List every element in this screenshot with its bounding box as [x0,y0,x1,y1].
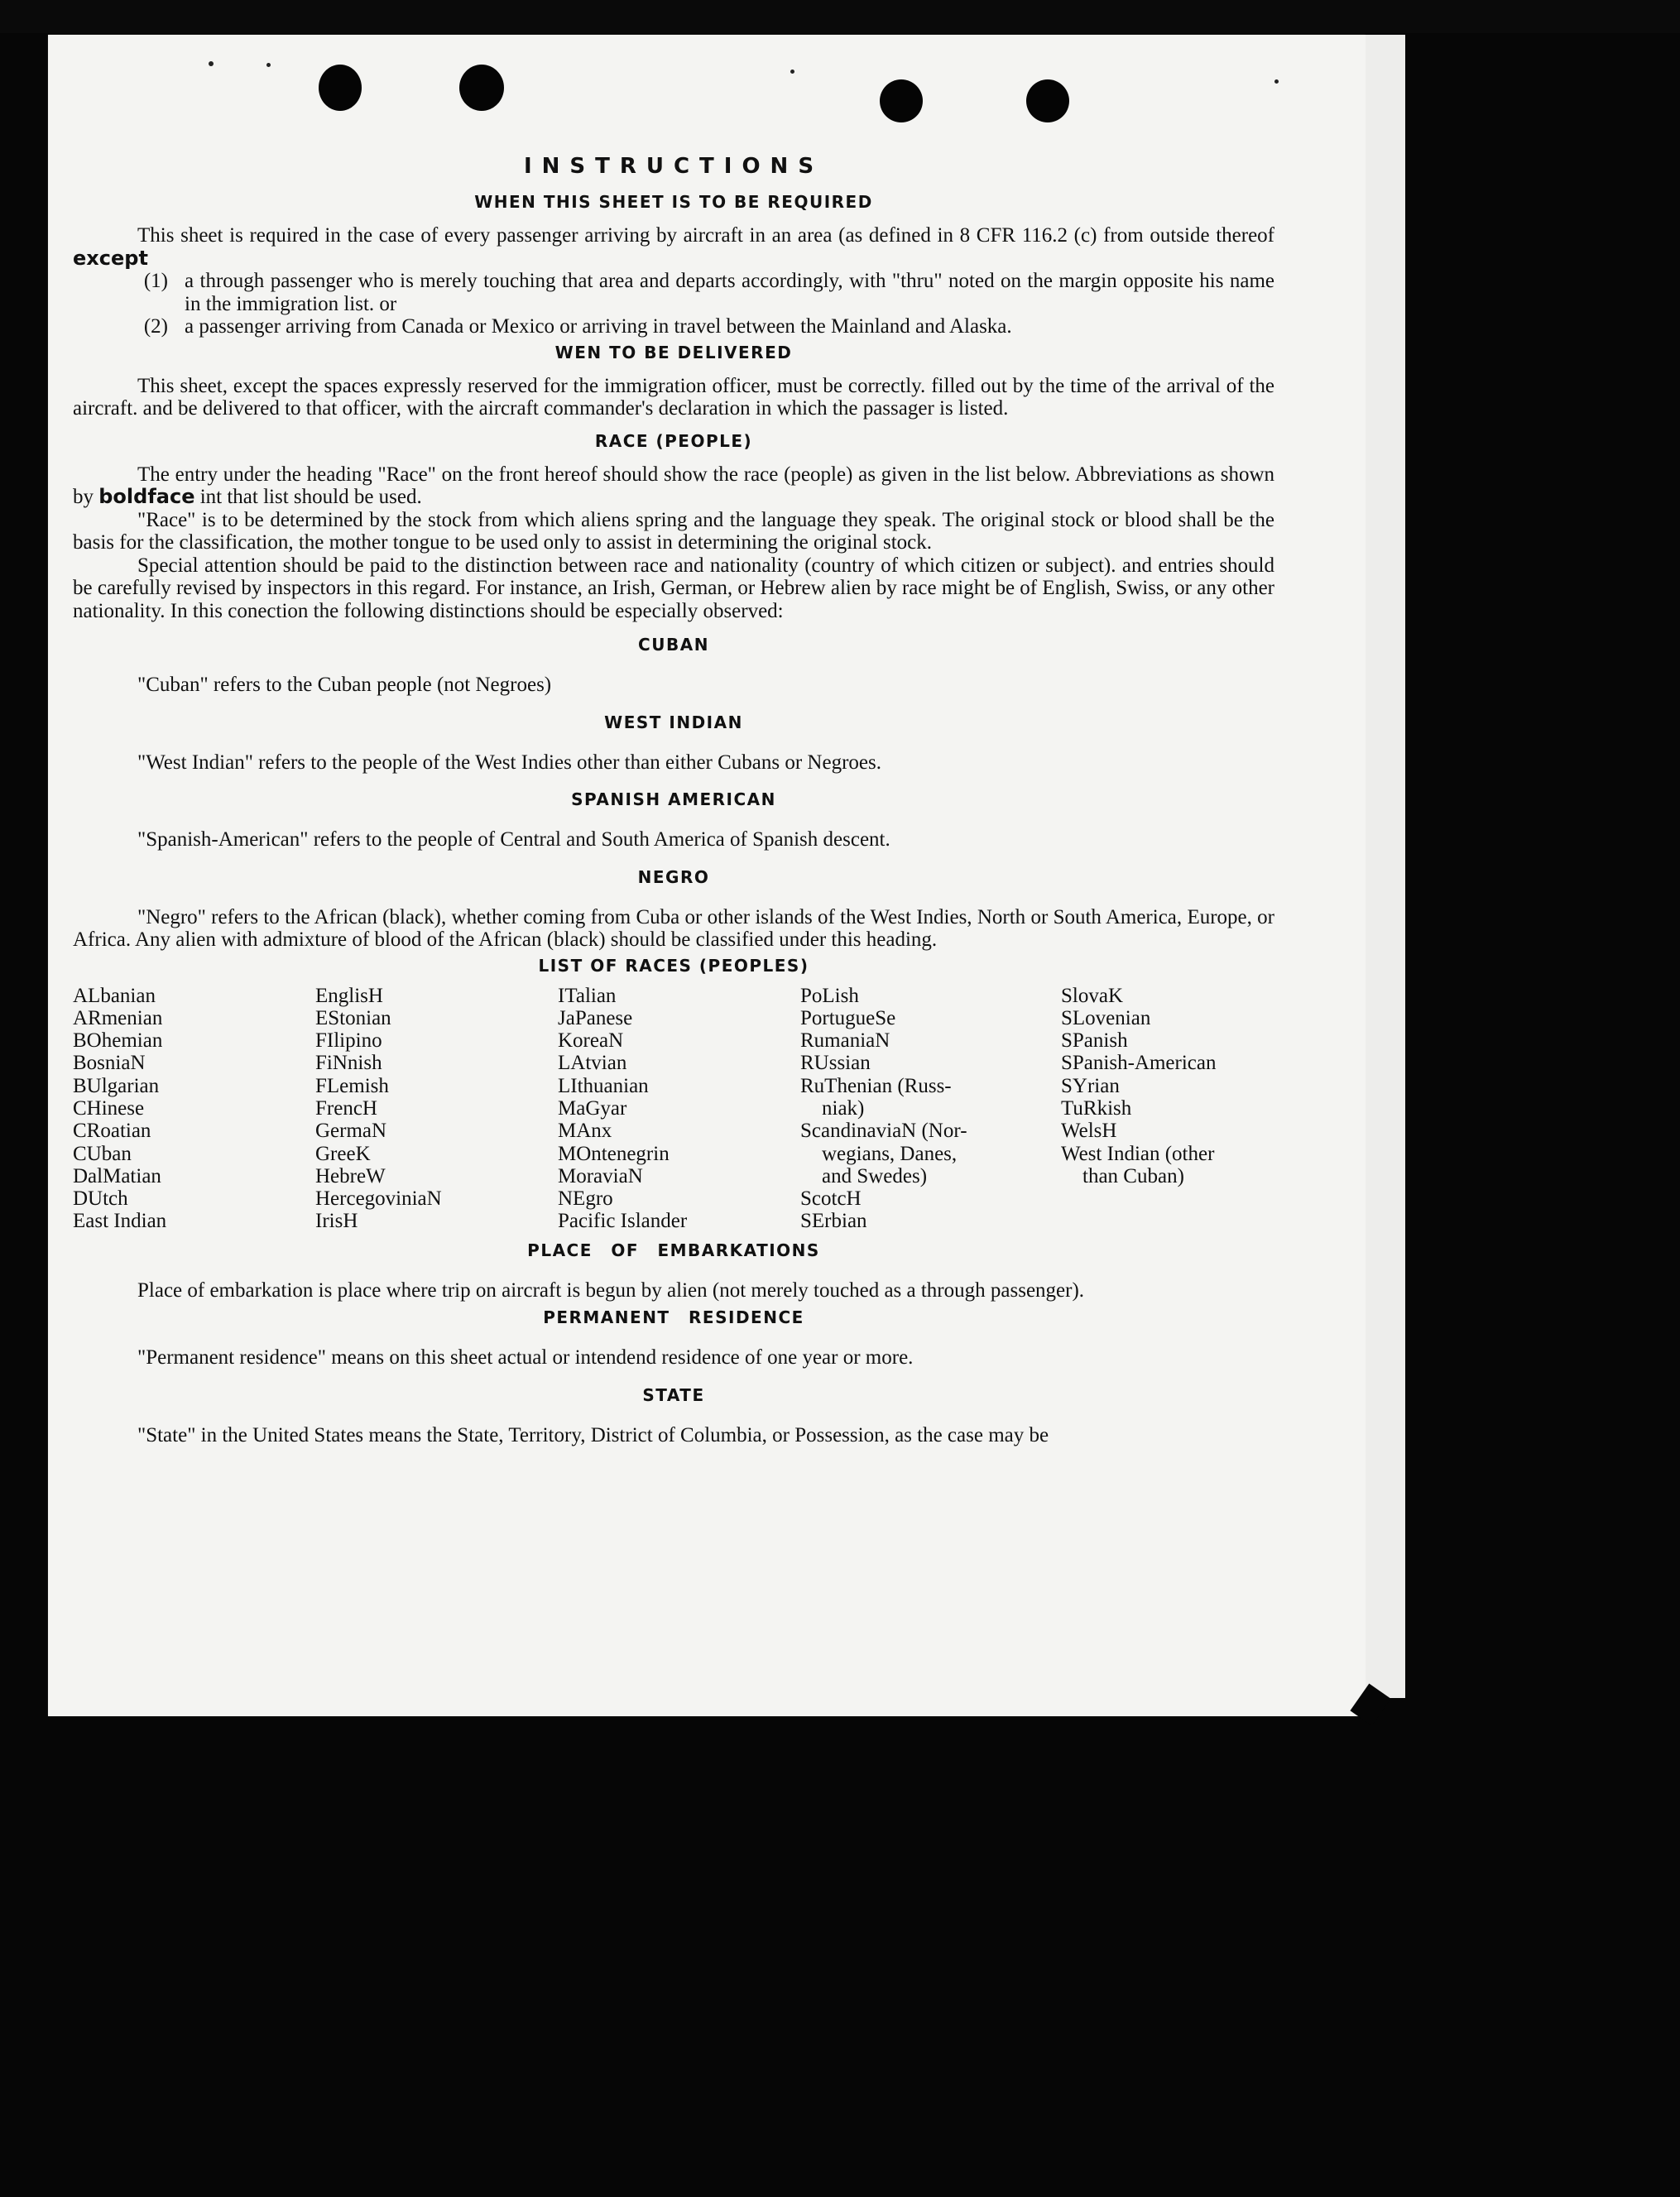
race-entry: PoLish [800,984,859,1007]
sheet-edge [1366,35,1405,1698]
race-entry: PortugueSe [800,1006,896,1029]
section-heading: PERMANENT RESIDENCE [543,1307,804,1328]
race-entry: and Swedes) [822,1164,928,1187]
section-heading: SPANISH AMERICAN [571,789,776,809]
race-entry: DalMatian [73,1164,161,1187]
race-column [315,985,558,1233]
race-entry: BOhemian [73,1029,163,1053]
section-heading: WEST INDIAN [604,712,743,732]
race-entry: ITalian [558,984,617,1007]
punch-hole [1026,79,1069,122]
bold-word: except [73,246,148,270]
section-heading: LIST OF RACES (PEOPLES) [538,955,809,976]
race-entry: TuRkish [1061,1096,1132,1120]
race-entry: ALbanian [73,984,156,1007]
punch-hole [459,65,504,111]
race-entry: BosniaN [73,1052,146,1075]
section-heading: CUBAN [638,635,709,655]
speck [209,61,214,66]
race-column [558,985,800,1233]
paragraph: "Cuban" refers to the Cuban people (not Negroes) [137,674,552,696]
race-entry: WelsH [1061,1120,1117,1143]
race-entry: GreeK [315,1142,371,1165]
race-entry: FrencH [315,1096,377,1120]
speck [266,63,271,67]
race-entry: SlovaK [1061,984,1123,1007]
race-entry: FiNnish [315,1052,382,1075]
race-entry: wegians, Danes, [822,1142,958,1165]
paragraph: Special attention should be paid to the distinction between race and nationality (country of which citizen or subject). and entries should be carefully revised by inspectors in this regard. For instance, an Irish, German, or Hebrew alien by race might be of English, Swiss, or any other nationality. In this conection the following distinctions should be especially observed: [73,554,1274,622]
paragraph: This sheet, except the spaces expressly reserved for the immigration officer, must be correctly. filled out by the time of the arrival of the aircraft. and be delivered to that officer, with the aircraft commander's declaration in which the passager is listed. [73,374,1274,420]
race-column [800,985,1061,1233]
punch-hole [319,65,362,111]
race-column [73,985,315,1233]
race-entry: HercegoviniaN [315,1187,442,1211]
race-entry: MoraviaN [558,1164,643,1187]
race-entry: SYrian [1061,1074,1120,1097]
paragraph: "Spanish-American" refers to the people of Central and South America of Spanish descent. [137,828,890,851]
race-entry: MaGyar [558,1096,627,1120]
section-heading: STATE [642,1384,705,1405]
race-entry: KoreaN [558,1029,624,1053]
race-entry: CRoatian [73,1120,151,1143]
race-entry: Pacific Islander [558,1210,688,1233]
race-column [1061,985,1276,1233]
race-entry: FIlipino [315,1029,382,1053]
instructions-content [73,153,1274,1446]
race-entry: CUban [73,1142,132,1165]
section-heading: WHEN THIS SHEET IS TO BE REQUIRED [474,192,873,212]
race-entry: HebreW [315,1164,386,1187]
race-entry: SPanish [1061,1029,1128,1053]
list-item: (1) a through passenger who is merely touching that area and departs accordingly, with "thru" noted on the margin opposite his name in the immigration list. or [143,270,1274,315]
race-entry: CHinese [73,1096,145,1120]
race-entry: West Indian (other [1061,1142,1215,1165]
race-entry: EnglisH [315,984,383,1007]
list-item: (2) a passenger arriving from Canada or Mexico or arriving in travel between the Mainland and Alaska. [143,315,1012,338]
race-entry: BUlgarian [73,1074,160,1097]
page-title: INSTRUCTIONS [523,154,824,179]
race-entry: EStonian [315,1006,391,1029]
race-entry: ScandinaviaN (Nor- [800,1120,967,1143]
punch-hole [880,79,923,122]
speck [1274,79,1279,84]
race-entry: GermaN [315,1120,387,1143]
race-entry: MOntenegrin [558,1142,670,1165]
paragraph: The entry under the heading "Race" on the front hereof should show the race (people) as given in the list below. Abbreviations as shown by boldface int that list should be used. [73,463,1274,508]
race-entry: ARmenian [73,1006,163,1029]
paragraph: "Race" is to be determined by the stock from which aliens spring and the language they speak. The original stock or blood shall be the basis for the classification, the mother tongue to be used only to assist in determining the original stock. [73,508,1274,554]
speck [790,70,794,74]
race-entry: RumaniaN [800,1029,890,1053]
race-entry: East Indian [73,1210,167,1233]
race-entry: niak) [822,1096,865,1120]
race-entry: SPanish-American [1061,1052,1217,1075]
paragraph: "West Indian" refers to the people of the West Indies other than either Cubans or Negroes. [137,751,881,774]
section-heading: RACE (PEOPLE) [594,430,753,451]
race-entry: DUtch [73,1187,128,1211]
race-entry: SLovenian [1061,1006,1151,1029]
paragraph: This sheet is required in the case of every passenger arriving by aircraft in an area (as defined in 8 CFR 116.2 (c) from outside thereof except [73,224,1274,270]
bold-word: boldface [98,485,195,508]
race-list [73,985,1274,1233]
race-entry: JaPanese [558,1006,633,1029]
section-heading: NEGRO [637,866,710,887]
race-entry: IrisH [315,1210,358,1233]
race-entry: NEgro [558,1187,613,1211]
race-entry: RUssian [800,1052,871,1075]
section-heading: WEN TO BE DELIVERED [554,342,793,362]
race-entry: than Cuban) [1082,1164,1184,1187]
paragraph: "State" in the United States means the State, Territory, District of Columbia, or Possession, as the case may be [137,1423,1049,1446]
paragraph: "Permanent residence" means on this sheet actual or intendend residence of one year or more. [137,1346,914,1370]
race-entry: MAnx [558,1120,612,1143]
race-entry: LIthuanian [558,1074,649,1097]
race-entry: SErbian [800,1210,867,1233]
race-entry: FLemish [315,1074,389,1097]
race-entry: ScotcH [800,1187,862,1211]
paragraph: "Negro" refers to the African (black), whether coming from Cuba or other islands of the West Indies, North or South America, Europe, or Africa. Any alien with admixture of blood of the African (black) should be classified under this heading. [73,905,1274,951]
paragraph: Place of embarkation is place where trip on aircraft is begun by alien (not merely touched as a through passenger). [137,1278,1085,1302]
scan-border [0,0,1680,33]
race-entry: LAtvian [558,1052,627,1075]
section-heading: PLACE OF EMBARKATIONS [527,1240,820,1260]
race-entry: RuThenian (Russ- [800,1074,952,1097]
